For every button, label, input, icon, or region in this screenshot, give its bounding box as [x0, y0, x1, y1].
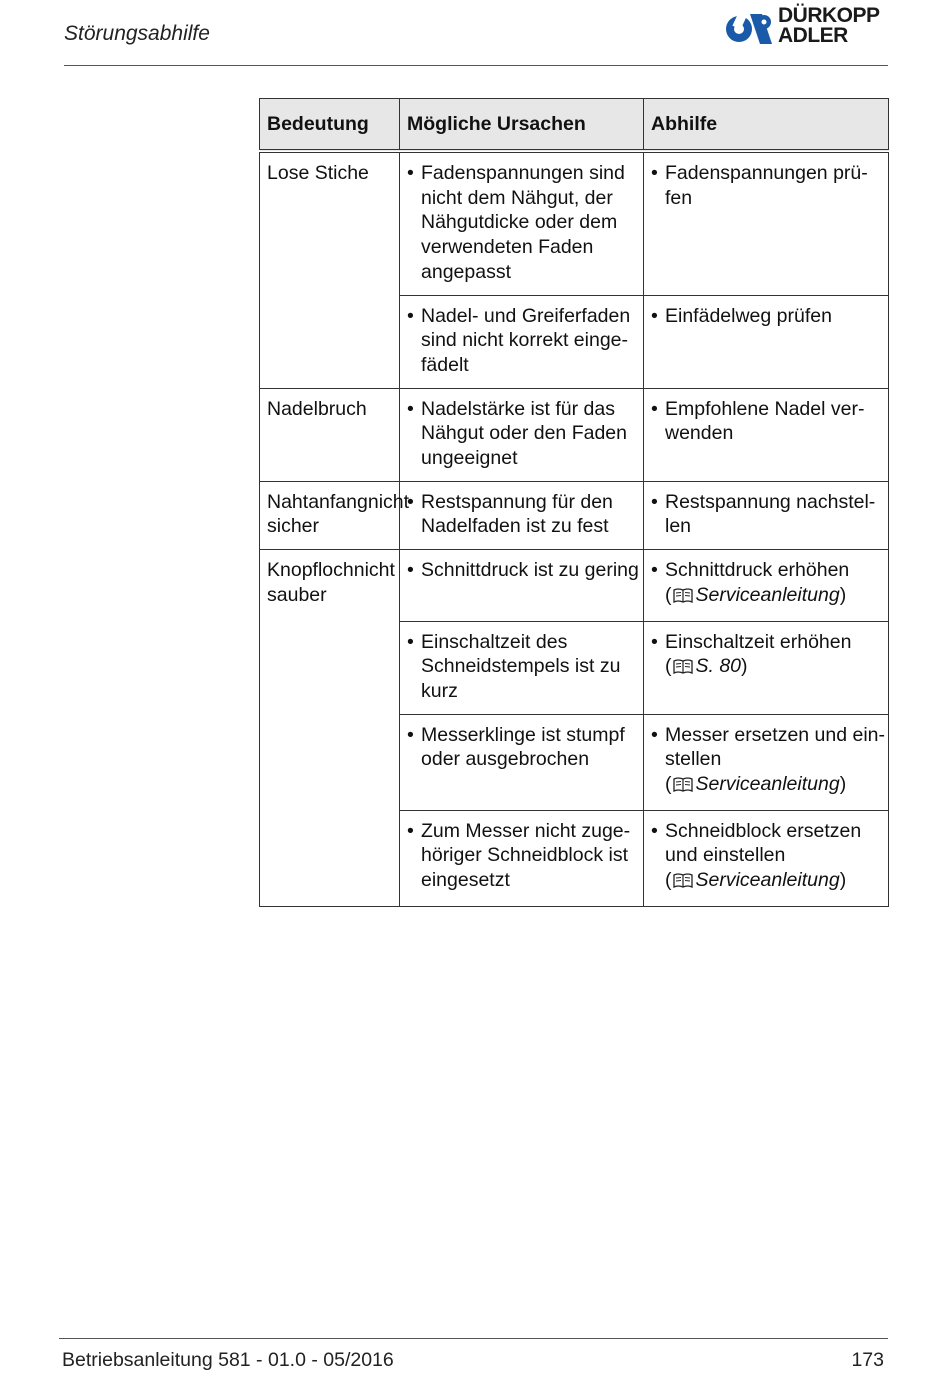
- duerkopp-adler-logo-icon: [724, 8, 774, 48]
- cell-text-line: Nadelstärke ist für das: [421, 397, 616, 420]
- reference-link[interactable]: S. 80: [695, 655, 742, 678]
- bullet-item: [651, 630, 882, 682]
- cell-text-line: Zum Messer nicht zuge-: [421, 819, 631, 842]
- remedy-cell: [644, 550, 889, 621]
- reference-line: ( Serviceanleitung): [665, 868, 882, 896]
- cause-cell: [400, 388, 644, 481]
- cell-text-line: Schneidstempels ist zu: [421, 655, 621, 678]
- cause-cell: [400, 151, 644, 295]
- cell-text-line: angepasst: [421, 260, 511, 283]
- remedy-cell: [644, 388, 889, 481]
- bullet-marker: •: [651, 397, 658, 420]
- cell-text-line: Nadel- und Greiferfaden: [421, 304, 631, 327]
- remedy-cell: [644, 151, 889, 295]
- remedy-cell: [644, 714, 889, 810]
- remedy-text: [665, 630, 882, 682]
- page-header-title: Störungsabhilfe: [64, 22, 210, 45]
- cause-text: [421, 723, 637, 772]
- cell-text-line: Nähgut oder den Faden: [421, 422, 627, 445]
- bullet-item: [407, 819, 637, 893]
- cell-text-line: verwendeten Faden: [421, 236, 594, 259]
- page-number: 173: [851, 1349, 884, 1371]
- bullet-marker: •: [407, 723, 414, 746]
- cause-text: [421, 304, 637, 378]
- bullet-item: [407, 723, 637, 772]
- cell-text-line: Einschaltzeit erhöhen: [665, 630, 852, 653]
- bullet-marker: •: [651, 723, 658, 746]
- reference-line: ( Serviceanleitung): [665, 583, 882, 611]
- cell-text-line: höriger Schneidblock ist: [421, 844, 629, 867]
- footer-document-info: Betriebsanleitung 581 - 01.0 - 05/2016: [62, 1349, 394, 1371]
- cell-text-line: ungeeignet: [421, 447, 518, 470]
- reference-link[interactable]: Serviceanleitung: [695, 869, 840, 892]
- table-row: [260, 388, 889, 481]
- cell-text-line: nicht sicher: [267, 490, 410, 538]
- book-icon: [673, 871, 693, 896]
- bullet-item: [407, 490, 637, 539]
- cause-text: [421, 490, 637, 539]
- cell-text-line: Schnittdruck erhöhen: [665, 559, 850, 582]
- cell-text-line: len: [665, 515, 692, 538]
- cell-text-line: Messerklinge ist stumpf: [421, 723, 625, 746]
- bullet-marker: •: [651, 490, 658, 513]
- bullet-item: [651, 723, 886, 800]
- table-row: [260, 151, 889, 295]
- cell-text-line: Fadenspannungen sind: [421, 162, 625, 184]
- bullet-item: [407, 161, 637, 285]
- remedy-text: [665, 397, 882, 446]
- cause-text: [421, 161, 637, 285]
- bullet-item: [407, 558, 637, 583]
- bullet-marker: •: [407, 162, 414, 184]
- cell-text-line: nicht dem Nähgut, der: [421, 186, 613, 209]
- cause-cell: [400, 810, 644, 906]
- cause-cell: [400, 550, 644, 621]
- cell-text-line: Nadelfaden ist zu fest: [421, 515, 609, 538]
- bullet-item: [651, 819, 882, 896]
- bullet-marker: •: [407, 559, 414, 582]
- table-row: [260, 550, 889, 621]
- cell-text-line: und einstellen: [665, 844, 786, 867]
- meaning-cell: [260, 151, 400, 388]
- bullet-item: [651, 490, 882, 539]
- remedy-text: [665, 304, 882, 329]
- remedy-text: [665, 161, 882, 210]
- bullet-marker: •: [407, 630, 414, 653]
- remedy-cell: [644, 295, 889, 388]
- cell-text-line: nicht sauber: [267, 559, 395, 606]
- column-header-causes: Mögliche Ursachen: [400, 99, 644, 152]
- book-icon: [673, 775, 693, 800]
- cell-text-line: Einfädelweg prüfen: [665, 304, 832, 327]
- cell-text-line: Empfohlene Nadel ver-: [665, 397, 865, 420]
- bullet-marker: •: [651, 304, 658, 327]
- remedy-cell: [644, 481, 889, 549]
- bullet-item: [651, 304, 882, 329]
- bullet-marker: •: [407, 819, 414, 842]
- reference-link[interactable]: Serviceanleitung: [695, 773, 840, 796]
- bullet-marker: •: [651, 630, 658, 653]
- cell-text-line: Restspannung nachstel-: [665, 490, 876, 513]
- remedy-text: [665, 490, 882, 539]
- table-body: [260, 151, 889, 906]
- cause-cell: [400, 295, 644, 388]
- cell-text-line: Nähgutdicke oder dem: [421, 211, 618, 234]
- reference-line: ( S. 80): [665, 654, 882, 682]
- bullet-marker: •: [651, 559, 658, 582]
- cell-text-line: fen: [665, 186, 693, 209]
- cell-text-line: Messer ersetzen und ein-: [665, 723, 886, 746]
- bullet-item: [407, 397, 637, 471]
- cell-text-line: oder ausgebrochen: [421, 748, 590, 771]
- column-header-meaning: Bedeutung: [260, 99, 400, 152]
- cause-text: [421, 558, 639, 583]
- bullet-item: [651, 161, 882, 210]
- cell-text-line: Knopfloch: [267, 559, 354, 582]
- cause-text: [421, 630, 637, 704]
- table-row: [260, 481, 889, 549]
- meaning-cell: [260, 388, 400, 481]
- bullet-marker: •: [407, 490, 414, 513]
- cause-cell: [400, 481, 644, 549]
- cell-text-line: Schneidblock ersetzen: [665, 819, 862, 842]
- reference-line: ( Serviceanleitung): [665, 772, 885, 800]
- cell-text-line: Restspannung für den: [421, 490, 613, 513]
- bullet-marker: •: [407, 397, 414, 420]
- column-header-remedy: Abhilfe: [644, 99, 889, 152]
- bullet-marker: •: [651, 162, 658, 184]
- bullet-item: [407, 630, 637, 704]
- remedy-text: [665, 819, 882, 896]
- footer-divider: [59, 1338, 888, 1339]
- cell-text-line: sind nicht korrekt einge-: [421, 329, 629, 352]
- book-icon: [673, 657, 693, 682]
- brand-logo: [724, 6, 894, 50]
- book-icon: [673, 586, 693, 611]
- cell-text-line: eingesetzt: [421, 869, 510, 892]
- meaning-cell: [260, 550, 400, 907]
- cell-text-line: Fadenspannungen prü-: [665, 162, 868, 184]
- remedy-cell: [644, 621, 889, 714]
- logo-wordmark: [778, 6, 880, 46]
- cell-text-line: Schnittdruck ist zu gering: [421, 559, 639, 582]
- cause-text: [421, 819, 637, 893]
- remedy-text: [665, 558, 882, 610]
- bullet-marker: •: [407, 304, 414, 327]
- cell-text-line: kurz: [421, 679, 458, 702]
- cause-cell: [400, 621, 644, 714]
- remedy-cell: [644, 810, 889, 906]
- cell-text-line: stellen: [665, 748, 722, 771]
- cell-text-line: Lose Stiche: [267, 162, 369, 184]
- remedy-text: [665, 723, 885, 800]
- cell-text-line: Einschaltzeit des: [421, 630, 568, 653]
- cause-text: [421, 397, 637, 471]
- bullet-marker: •: [651, 819, 658, 842]
- reference-link[interactable]: Serviceanleitung: [695, 583, 840, 606]
- header-divider: [64, 65, 888, 66]
- meaning-cell: [260, 481, 410, 549]
- bullet-item: [651, 397, 882, 446]
- cell-text-line: fädelt: [421, 353, 469, 376]
- logo-line-2: ADLER: [778, 24, 848, 47]
- cell-text-line: Nadelbruch: [267, 397, 367, 420]
- troubleshooting-table: [259, 98, 889, 907]
- bullet-item: [407, 304, 637, 378]
- cell-text-line: Nahtanfang: [267, 490, 368, 513]
- table-header-row: [260, 99, 889, 152]
- cause-cell: [400, 714, 644, 810]
- cell-text-line: wenden: [665, 422, 734, 445]
- bullet-item: [651, 558, 882, 610]
- logo-line-1: DÜRKOPP: [778, 4, 880, 27]
